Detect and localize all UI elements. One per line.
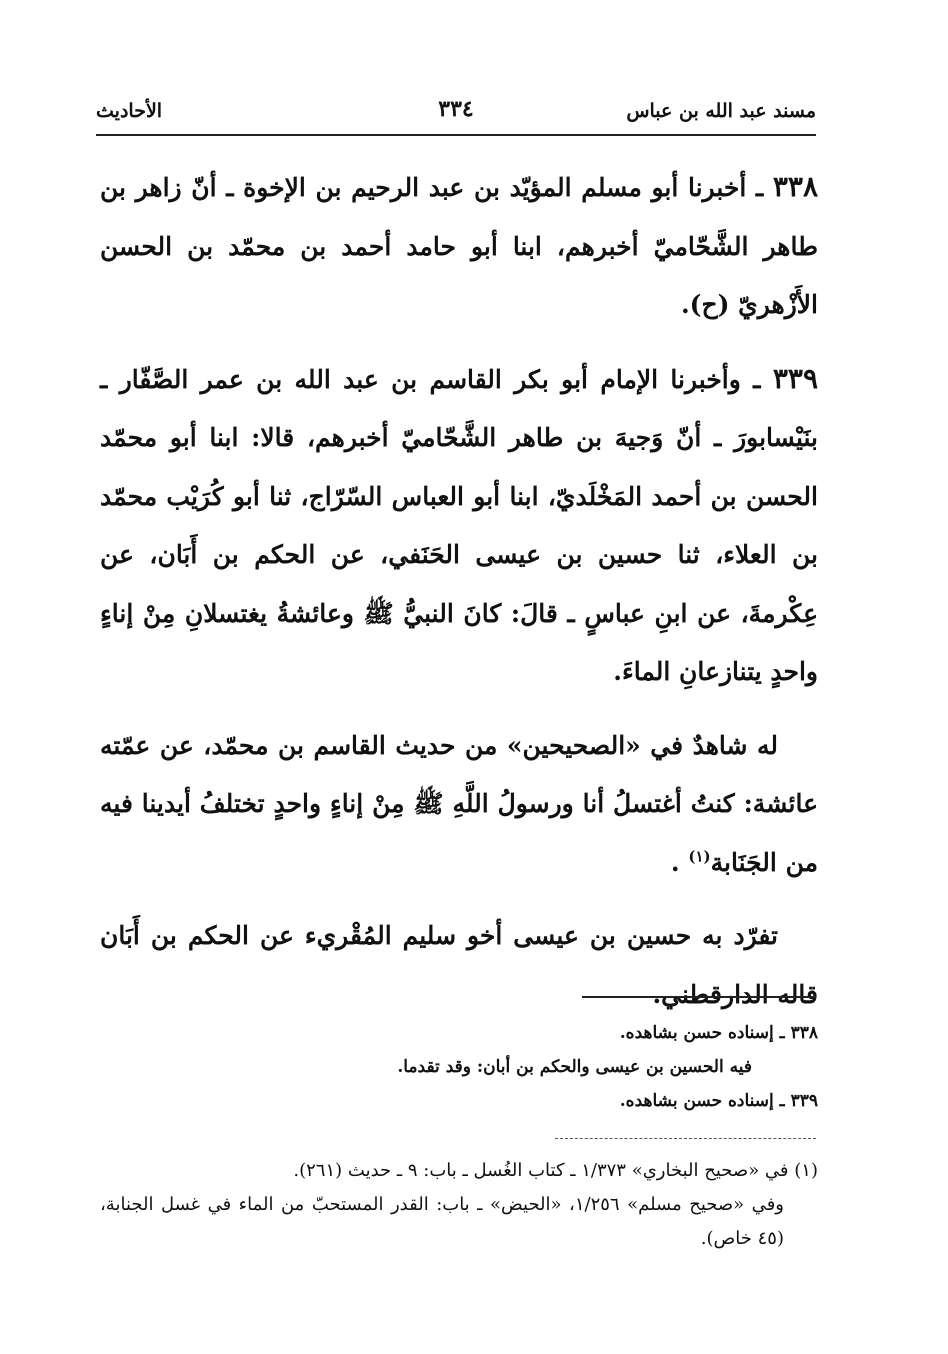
note-line: فيه الحسين بن عيسى والحكم بن أبان: وقد تقدما.: [397, 1057, 752, 1077]
notes-rule: [582, 996, 816, 998]
footnotes: [100, 1154, 818, 1256]
main-text: [100, 158, 818, 1039]
commentary-paragraph: [100, 907, 818, 1024]
running-header: [96, 96, 816, 130]
commentary-paragraph: [100, 717, 818, 893]
note-line: ٣٣٨ ـ إسناده حسن بشاهده.: [619, 1023, 818, 1043]
hadith-number: ٣٣٨: [772, 170, 818, 203]
footnote-reference: (١): [688, 847, 711, 866]
header-section-title: الأحاديث: [96, 100, 163, 122]
note-line: ٣٣٩ ـ إسناده حسن بشاهده.: [619, 1091, 818, 1111]
footnote-dashed-rule: [555, 1138, 816, 1139]
commentary-end: .: [670, 847, 680, 877]
commentary-text: تفرّد به حسين بن عيسى أخو سليم المُقْريء عن الحكم بن أَبَان قاله الدارقطني.: [100, 921, 818, 1009]
header-rule: [96, 134, 816, 136]
hadith-number: ٣٣٩: [772, 361, 818, 395]
commentary-text: له شاهدٌ في «الصحيحين» من حديث القاسم بن محمّد، عن عمّته عائشة: كنتُ أغتسلُ أنا ورسولُ اللَّهِ ﷺ مِنْ إناءٍ واحدٍ تختلفُ أيدينا فيه من الجَنَابة: [100, 730, 818, 877]
hadith-338-paragraph: [100, 158, 818, 335]
grading-notes: [100, 1016, 818, 1118]
page-number: ٣٣٤: [438, 96, 474, 122]
hadith-text: ـ وأخبرنا الإمام أبو بكر القاسم بن عبد الله بن عمر الصَّفّار ـ بنَيْسابورَ ـ أنّ وَجيهَ بن طاهر الشَّحّاميّ أخبرهم، قالا: ابنا أبو محمّد الحسن بن أحمد المَخْلَديّ، ابنا أبو العباس السّرّاج، ثنا أبو كُرَيْب محمّد بن العلاء، ثنا حسين بن عيسى الحَنَفي، عن الحكم بن أَبَان، عن عِكْرمةَ، عن ابنِ عباسٍ ـ قالَ: كانَ النبيُّ ﷺ وعائشةُ يغتسلانِ مِنْ إناءٍ واحدٍ يتنازعانِ الماءَ.: [100, 364, 818, 686]
footnote-line: وفي «صحيح مسلم» ١/٢٥٦، «الحيض» ـ باب: القدر المستحبّ من الماء في غسل الجنابة، (٤٥ خاص).: [100, 1194, 784, 1249]
hadith-text: ـ أخبرنا أبو مسلم المؤيّد بن عبد الرحيم بن الإخوة ـ أنّ زاهر بن طاهر الشَّحّاميّ أخبرهم، ابنا أبو حامد أحمد بن محمّد بن الحسن الأَزْهريّ (ح).: [100, 173, 818, 319]
hadith-339-paragraph: [100, 350, 818, 702]
header-book-title: مسند عبد الله بن عباس: [626, 100, 816, 122]
footnote-line: (١) في «صحيح البخاري» ١/٣٧٣ ـ كتاب الغُسل ـ باب: ٩ ـ حديث (٢٦١).: [293, 1160, 818, 1181]
